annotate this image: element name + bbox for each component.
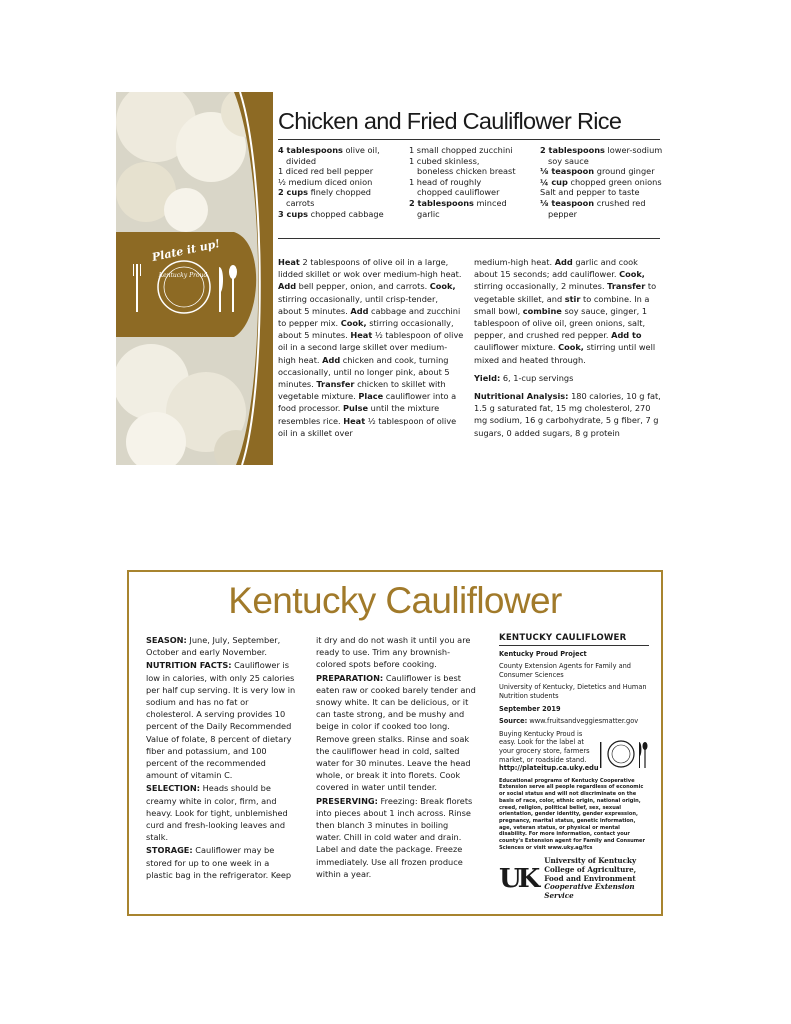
ingredients-column-1 [278, 145, 384, 219]
kentucky-proud-logo: Kentucky Proud. [158, 272, 210, 279]
ingredient-line: 2 tablespoons lower-sodium [540, 145, 663, 155]
paragraph: SELECTION: Heads should be creamy white in color, firm, and heavy. Look for tight, unblemished curd and fresh-looking leaves and stalk. [146, 783, 288, 843]
title-divider [278, 139, 660, 140]
ingredient-line: 1 head of roughly [409, 176, 482, 187]
ingredients-column-2 [409, 145, 516, 219]
plate-it-up-block [499, 730, 649, 773]
paragraph: Yield: 6, 1-cup servings [474, 372, 574, 383]
ingredient-line: 1 diced red bell pepper [278, 166, 374, 177]
ingredient-line: 2 cups finely chopped [278, 187, 372, 198]
ingredients-column-3 [540, 145, 662, 219]
paragraph: it dry and do not wash it until you are ready to use. Trim any brownish-colored spots before cooking. [316, 635, 471, 670]
nondiscrimination-statement: Educational programs of Kentucky Cooperative Extension serve all people regardless of economic or social status and will not discriminate on the basis of race, color, ethnic origin, national origin, creed, religion, political belief, sex, sexual orientation, gender identity, gender expression, pregnancy, marital status, genetic information, age, veteran status, or physical or mental disability. For more information, contact your county's Extension agent for Family and Consumer Sciences or visit www.uky.ag/fcs [499, 777, 646, 851]
ingredient-line: garlic [417, 208, 440, 219]
ingredient-line: 1 small chopped zucchini [409, 145, 513, 155]
paragraph: medium-high heat. Add garlic and cook about 15 seconds; add cauliflower. Cook, stirring occasionally, 2 minutes. Transfer to vegetable skillet, and stir to combine. In a small bowl, combine soy sauce, ginger, 1 tablespoon of olive oil, green onions, salt, pepper, and crushed red pepper. Add to cauliflower mixture. Cook, stirring until well mixed and heated through. [474, 257, 657, 365]
recipe-card [116, 92, 666, 465]
directions-left [278, 256, 464, 445]
paragraph: Heat 2 tablespoons of olive oil in a large, lidded skillet or wok over medium-high heat. Add bell pepper, onion, and carrots. Cook, stirring occasionally, until crisp-tender, about 5 minutes. Add cabbage and zucchini to pepper mix. Cook, stirring occasionally, about 5 minutes. Heat ½ tablespoon of olive oil in a second large skillet over medium-high heat. Add chicken and cook, turning occasionally, until no longer pink, about 5 minutes. Transfer chicken to skillet with vegetable mixture. Place cauliflower into a food processor. Pulse until the mixture resembles rice. Heat ½ tablespoon of olive oil in a skillet over [278, 257, 464, 438]
ingredient-line: ½ medium diced onion [278, 176, 373, 187]
plate-it-up-text: Buying Kentucky Proud is easy. Look for the label at your grocery store, farmers market, or roadside stand. http://plateitup.ca.uky.edu [499, 729, 599, 773]
info-title: Kentucky Cauliflower [228, 580, 562, 621]
info-column-2 [316, 634, 476, 881]
paragraph: STORAGE: Cauliflower may be stored for up to one week in a plastic bag in the refrigerator. Keep [146, 845, 292, 880]
recipe-title: Chicken and Fried Cauliflower Rice [278, 108, 622, 134]
ingredient-line: pepper [548, 208, 578, 219]
ingredients-divider [278, 238, 660, 239]
ingredient-line: 4 tablespoons olive oil, [278, 145, 380, 155]
uk-line-4: Cooperative Extension Service [544, 882, 635, 900]
ingredient-line: boneless chicken breast [417, 166, 516, 177]
sidebar-heading: KENTUCKY CAULIFLOWER [499, 633, 627, 643]
info-column-1 [146, 634, 298, 882]
uk-wordmark [544, 857, 649, 900]
uk-line-3: Food and Environment [544, 873, 636, 883]
ingredient-line: ⅛ teaspoon ground ginger [540, 166, 655, 177]
paragraph: PRESERVING: Freezing: Break florets into pieces about 1 inch across. Rinse then blanch 3 minutes in boiling water. Chill in cold water and drain. Label and date the package. Freeze immediately. Use all frozen produce within a year. [316, 795, 473, 879]
cauliflower-photo-band [116, 92, 273, 465]
info-card [127, 570, 663, 916]
ingredient-line: 2 tablespoons minced [409, 197, 507, 208]
ingredient-line: 3 cups chopped cabbage [278, 208, 384, 219]
sidebar-students: University of Kentucky, Dietetics and Human Nutrition students [499, 683, 647, 700]
uk-line-1: University of Kentucky [544, 856, 637, 866]
ingredient-line: ¼ cup chopped green onions [540, 176, 662, 187]
info-sidebar [499, 634, 649, 900]
uk-line-2: College of Agriculture, [544, 865, 637, 875]
sidebar-project: Kentucky Proud Project [499, 649, 587, 658]
directions-right [474, 256, 664, 445]
ingredient-line: chopped cauliflower [417, 187, 500, 198]
uk-logo-block [499, 857, 649, 900]
plate-it-up-logo-icon [595, 730, 649, 772]
sidebar-divider [499, 645, 649, 646]
plate-it-up-logo: Plate it up! [150, 236, 222, 265]
ingredient-line: 1 cubed skinless, [409, 155, 480, 166]
ingredient-line: carrots [286, 197, 315, 208]
paragraph: NUTRITION FACTS: Cauliflower is low in calories, with only 25 calories per half cup serving. It is very low in sodium and has no fat or cholesterol. A serving provides 10 percent of the Daily Recommended Value of folate, 8 percent of dietary fiber and potassium, and 100 percent of the recommended amount of vitamin C. [146, 660, 296, 781]
paragraph: PREPARATION: Cauliflower is best eaten raw or cooked barely tender and snowy white. It can be delicious, or it can taste strong, and be mushy and beige in color if cooked too long. Remove green stalks. Rinse and soak the cauliflower head in cold, salted water for 30 minutes. Leave the head whole, or break it into florets. Cook covered in water until tender. [316, 672, 476, 793]
paragraph: SEASON: June, July, September, October and early November. [146, 635, 281, 658]
ingredient-line: divided [286, 155, 317, 166]
sidebar-date: September 2019 [499, 704, 561, 713]
sidebar-source: Source: www.fruitsandveggiesmatter.gov [499, 717, 639, 726]
sidebar-agents: County Extension Agents for Family and Consumer Sciences [499, 662, 631, 679]
ingredient-line: ⅛ teaspoon crushed red [540, 197, 646, 208]
paragraph: Nutritional Analysis: 180 calories, 10 g fat, 1.5 g saturated fat, 15 mg cholesterol, 270 mg sodium, 16 g carbohydrate, 5 g fiber, 7 g sugars, 0 added sugars, 8 g protein [474, 391, 661, 438]
ingredient-line: Salt and pepper to taste [540, 187, 640, 198]
ingredient-line: soy sauce [548, 155, 589, 166]
uk-logo: UK [499, 863, 537, 894]
